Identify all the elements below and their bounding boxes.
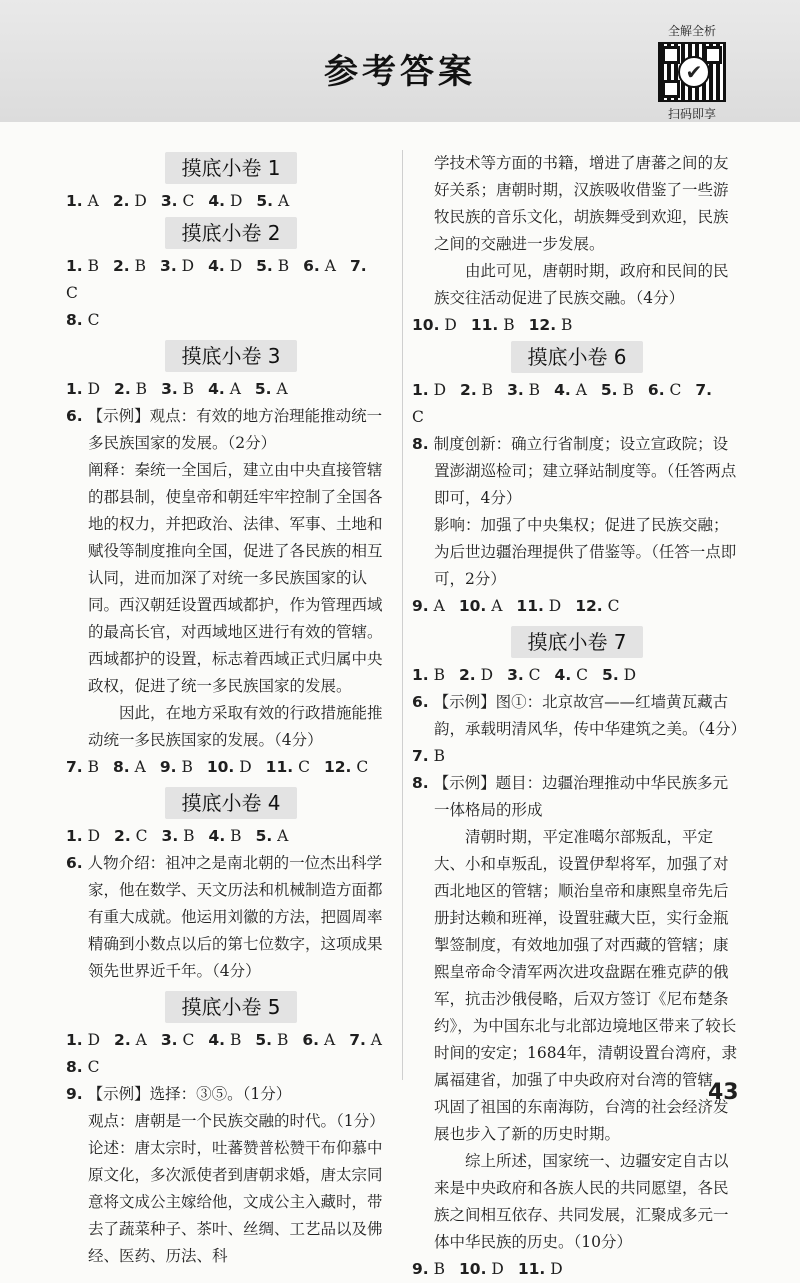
answer-item xyxy=(208,380,241,398)
question-number: 7. xyxy=(66,758,83,776)
answer-choice: C xyxy=(177,192,195,210)
question-number: 11. xyxy=(516,597,544,615)
question-number: 6. xyxy=(303,257,320,275)
answer-choice: D xyxy=(82,380,101,398)
question-number: 1. xyxy=(412,666,429,684)
qr-code-icon[interactable] xyxy=(658,42,726,102)
answer-choice: B xyxy=(225,1031,242,1049)
question-number: 12. xyxy=(575,597,603,615)
answer-item xyxy=(412,666,445,684)
answer-choice: D xyxy=(439,316,457,334)
answer-choice: C xyxy=(571,666,589,684)
answer-line xyxy=(66,1027,396,1054)
answer-choice: C xyxy=(351,758,369,776)
answer-choice: D xyxy=(618,666,637,684)
answer-choice: B xyxy=(178,827,195,845)
question-number: 10. xyxy=(459,1260,487,1278)
answer-choice: B xyxy=(82,758,100,776)
qr-bottom-label: 扫码即享 xyxy=(667,107,716,121)
answer-choice: C xyxy=(66,284,78,302)
question-number: 3. xyxy=(507,666,524,684)
answer-item xyxy=(256,827,289,845)
answer-item xyxy=(602,666,636,684)
answer-line xyxy=(412,743,742,770)
qr-block[interactable] xyxy=(657,22,727,121)
answer-choice: B xyxy=(130,380,148,398)
answer-choice: B xyxy=(556,316,573,334)
page-number: 43 xyxy=(708,1080,739,1105)
question-6-person: 6. 人物介绍：祖冲之是南北朝的一位杰出科学家，他在数学、天文历法和机械制造方面都有重大成就。他运用刘徽的方法，把圆周率精确到小数点以后的第七位数字，这项成果领先世界近千年。（4分） xyxy=(66,854,383,980)
answer-choice: A xyxy=(486,597,503,615)
question-number: 1. xyxy=(66,192,83,210)
answer-item xyxy=(208,192,242,210)
answer-item xyxy=(66,380,100,398)
answer-item xyxy=(161,192,194,210)
question-number: 7. xyxy=(349,1031,366,1049)
question-number: 5. xyxy=(255,827,273,845)
answer-choice: A xyxy=(129,758,146,776)
answer-choice: B xyxy=(498,316,515,334)
answer-choice: C xyxy=(82,311,100,329)
question-number: 2. xyxy=(114,1031,131,1049)
answer-item xyxy=(471,316,515,334)
question-number: 1. xyxy=(66,1031,83,1049)
answer-item xyxy=(113,758,146,776)
answer-item xyxy=(412,381,446,399)
question-number: 7. xyxy=(412,747,429,765)
question-number: 6. xyxy=(302,1031,320,1049)
answer-choice: C xyxy=(602,597,620,615)
question-number: 4. xyxy=(554,666,572,684)
question-6-building: 6. 【示例】图①：北京故宫——红墙黄瓦藏古韵，承载明清风华，传中华建筑之美。（4分） xyxy=(412,693,747,738)
answer-item xyxy=(66,192,99,210)
question-number: 4. xyxy=(208,1031,226,1049)
answer-choice: A xyxy=(365,1031,382,1049)
question-number: 2. xyxy=(113,257,130,275)
answer-item xyxy=(114,380,147,398)
answer-choice: A xyxy=(224,380,241,398)
answer-choice: D xyxy=(234,758,252,776)
answer-choice: C xyxy=(82,1058,100,1076)
section-title: 摸底小卷 3 xyxy=(66,340,396,372)
answer-item xyxy=(208,1031,241,1049)
answer-item xyxy=(255,380,288,398)
answer-line xyxy=(412,593,742,620)
question-number: 6. xyxy=(647,381,665,399)
answer-choice: A xyxy=(82,192,99,210)
answer-item xyxy=(648,381,681,399)
question-number: 5. xyxy=(255,1031,273,1049)
answer-choice: D xyxy=(176,257,195,275)
answer-choice: D xyxy=(82,827,101,845)
answer-item xyxy=(66,1058,99,1076)
question-number: 4. xyxy=(208,827,226,845)
question-number: 8. xyxy=(66,1058,83,1076)
answer-line xyxy=(412,662,742,689)
answer-item xyxy=(113,192,147,210)
answer-choice: B xyxy=(428,1260,446,1278)
question-number: 5. xyxy=(602,666,619,684)
answer-line xyxy=(66,1054,396,1081)
answer-item xyxy=(412,1260,445,1278)
question-number: 12. xyxy=(323,758,352,776)
answer-choice: B xyxy=(617,381,634,399)
answer-item xyxy=(507,381,540,399)
question-number: 5. xyxy=(256,192,274,210)
answer-choice: D xyxy=(225,192,243,210)
right-column xyxy=(412,150,747,1283)
answer-item xyxy=(575,597,619,615)
question-number: 2. xyxy=(460,381,477,399)
question-8: 8. 制度创新：确立行省制度；设立宣政院；设置澎湖巡检司；建立驿站制度等。（任答两点即可，4分） xyxy=(412,435,737,507)
answer-line xyxy=(66,754,396,781)
section-title: 摸底小卷 1 xyxy=(66,152,396,184)
answer-item xyxy=(554,381,587,399)
question-number: 5. xyxy=(600,381,618,399)
answer-choice: D xyxy=(475,666,494,684)
answer-item xyxy=(66,1031,100,1049)
answer-item xyxy=(161,380,194,398)
question-number: 3. xyxy=(507,381,524,399)
question-number: 12. xyxy=(528,316,557,334)
question-number: 3. xyxy=(160,1031,178,1049)
answer-choice: B xyxy=(523,381,541,399)
answer-item xyxy=(555,666,588,684)
question-number: 9. xyxy=(412,597,429,615)
question-number: 1. xyxy=(66,827,83,845)
question-number: 1. xyxy=(412,381,429,399)
section-title: 摸底小卷 2 xyxy=(66,217,396,249)
question-6: 6. 【示例】观点：有效的地方治理能推动统一多民族国家的发展。（2分） xyxy=(66,407,383,452)
question-number: 11. xyxy=(517,1260,546,1278)
answer-choice: A xyxy=(271,380,288,398)
question-number: 4. xyxy=(554,381,571,399)
question-number: 10. xyxy=(412,316,440,334)
answer-item xyxy=(161,1031,194,1049)
question-number: 8. xyxy=(66,311,83,329)
answer-choice: D xyxy=(224,257,243,275)
answer-item xyxy=(349,1031,382,1049)
question-6-conclusion: 因此，在地方采取有效的行政措施能推动统一多民族国家的发展。（4分） xyxy=(88,704,383,749)
answer-item xyxy=(601,381,634,399)
answer-item xyxy=(208,257,242,275)
answer-item xyxy=(66,758,99,776)
answer-choice: B xyxy=(177,380,195,398)
answer-choice: D xyxy=(543,597,562,615)
answer-choice: C xyxy=(412,408,424,426)
checkmark-icon: ✔ xyxy=(678,56,710,88)
answer-item xyxy=(113,257,146,275)
question-number: 2. xyxy=(459,666,476,684)
answer-choice: B xyxy=(225,827,242,845)
question-number: 1. xyxy=(66,257,83,275)
answer-item xyxy=(66,827,100,845)
answer-item xyxy=(256,192,289,210)
answer-choice: B xyxy=(272,1031,289,1049)
section-title: 摸底小卷 6 xyxy=(412,341,742,373)
answer-choice: A xyxy=(130,1031,147,1049)
answer-line xyxy=(66,307,396,334)
question-number: 9. xyxy=(159,758,177,776)
answer-item xyxy=(207,758,252,776)
essay-conclusion: 综上所述，国家统一、边疆安定自古以来是中央政府和各族人民的共同愿望，各民族之间相互依存、共同发展，汇聚成多元一体中华民族的历史。（10分） xyxy=(434,1152,729,1251)
answer-item xyxy=(529,316,573,334)
answer-choice: B xyxy=(476,381,494,399)
question-number: 10. xyxy=(206,758,235,776)
answer-item xyxy=(162,827,195,845)
answer-line xyxy=(66,253,396,307)
question-number: 3. xyxy=(161,380,178,398)
answer-item xyxy=(518,1260,563,1278)
answer-line xyxy=(66,823,396,850)
answer-item xyxy=(507,666,540,684)
answer-item xyxy=(160,257,194,275)
question-number: 3. xyxy=(161,827,179,845)
answer-choice: A xyxy=(272,827,289,845)
question-9-argument: 论述：唐太宗时，吐蕃赞普松赞干布仰慕中原文化，多次派使者到唐朝求婚，唐太宗同意将文成公主嫁给他，文成公主入藏时，带去了蔬菜种子、茶叶、丝绸、工艺品以及佛经、医药、历法、科 xyxy=(88,1139,383,1265)
answer-item xyxy=(516,597,561,615)
left-column xyxy=(66,150,396,1270)
answer-item xyxy=(412,747,445,765)
answer-item xyxy=(255,1031,288,1049)
column-divider xyxy=(402,150,403,1080)
question-number: 5. xyxy=(254,380,272,398)
answer-choice: D xyxy=(82,1031,101,1049)
essay-body: 清朝时期，平定准噶尔部叛乱，平定大、小和卓叛乱，设置伊犁将军，加强了对西北地区的管辖；顺治皇帝和康熙皇帝先后册封达赖和班禅，设置驻藏大臣，实行金瓶掣签制度，有效地加强了对西藏的管辖；康熙皇帝命令清军两次进攻盘踞在雅克萨的俄军，抗击沙俄侵略，后双方签订《尼布楚条约》，为中国东北与北部边境地区带来了较长时间的安定；1684年，清朝设置台湾府，隶属福建省，加强了中央政府对台湾的管辖，巩固了祖国的东南海防，台湾的社会经济发展也步入了新的历史时期。 xyxy=(434,828,737,1143)
answer-item xyxy=(256,257,289,275)
qr-top-label: 全解全析 xyxy=(667,24,716,38)
answer-choice: A xyxy=(428,597,445,615)
answer-item xyxy=(303,257,336,275)
answer-item xyxy=(412,316,457,334)
question-number: 2. xyxy=(112,192,130,210)
question-number: 4. xyxy=(208,380,225,398)
answer-choice: D xyxy=(129,192,147,210)
answer-choice: A xyxy=(319,257,336,275)
question-number: 11. xyxy=(470,316,499,334)
answer-choice: D xyxy=(545,1260,563,1278)
section-title: 摸底小卷 7 xyxy=(412,626,742,658)
question-number: 9. xyxy=(412,1260,429,1278)
answer-choice: A xyxy=(319,1031,336,1049)
answer-line xyxy=(412,1256,742,1283)
question-6-explain: 阐释：秦统一全国后，建立由中央直接管辖的郡县制，使皇帝和朝廷牢牢控制了全国各地的权力，并把政治、法律、军事、土地和赋役等制度推向全国，促进了各民族的相互认同，进而加深了对统一多民族国家的认同。西汉朝廷设置西域都护，作为管理西域的最高长官，对西域地区进行有效的管辖。西域都护的设置，标志着西域正式归属中央政权，促进了统一多民族国家的发展。 xyxy=(88,461,383,695)
section-title: 摸底小卷 5 xyxy=(66,991,396,1023)
answer-choice: B xyxy=(428,747,446,765)
question-number: 11. xyxy=(265,758,294,776)
question-number: 7. xyxy=(695,381,713,399)
answer-choice: D xyxy=(486,1260,504,1278)
question-8-impact: 影响：加强了中央集权；促进了民族交融；为后世边疆治理提供了借鉴等。（任答一点即可，2分） xyxy=(434,516,737,588)
answer-item xyxy=(114,1031,147,1049)
question-number: 2. xyxy=(114,380,131,398)
question-9: 9. 【示例】选择：③⑤。（1分） xyxy=(66,1085,292,1103)
answer-choice: C xyxy=(177,1031,195,1049)
question-number: 4. xyxy=(208,257,225,275)
answer-item xyxy=(66,311,99,329)
answer-item xyxy=(266,758,310,776)
answer-item xyxy=(459,1260,504,1278)
answer-line xyxy=(66,376,396,403)
answer-item xyxy=(209,827,242,845)
question-number: 3. xyxy=(160,192,178,210)
question-number: 5. xyxy=(256,257,273,275)
answer-item xyxy=(324,758,368,776)
answer-line xyxy=(412,377,742,431)
answer-item xyxy=(66,257,99,275)
question-number: 10. xyxy=(458,597,487,615)
question-number: 8. xyxy=(113,758,130,776)
answer-choice: C xyxy=(664,381,682,399)
question-number: 4. xyxy=(208,192,226,210)
answer-choice: B xyxy=(176,758,193,776)
answer-line xyxy=(412,312,742,339)
question-number: 1. xyxy=(66,380,83,398)
question-number: 2. xyxy=(114,827,131,845)
answer-choice: C xyxy=(523,666,541,684)
answer-choice: B xyxy=(428,666,446,684)
answer-item xyxy=(160,758,193,776)
answer-choice: A xyxy=(570,381,587,399)
question-9-argument-cont: 学技术等方面的书籍，增进了唐蕃之间的友好关系；唐朝时期，汉族吸收借鉴了一些游牧民族的音乐文化，胡族舞受到欢迎，民族之间的交融进一步发展。 xyxy=(434,154,729,253)
answer-item xyxy=(460,381,493,399)
answer-item xyxy=(114,827,147,845)
answer-item xyxy=(459,597,503,615)
answer-choice: D xyxy=(428,381,447,399)
answer-item xyxy=(459,666,493,684)
answer-item xyxy=(412,597,445,615)
answer-choice: B xyxy=(129,257,147,275)
answer-choice: A xyxy=(273,192,290,210)
answer-item xyxy=(302,1031,335,1049)
section-title: 摸底小卷 4 xyxy=(66,787,396,819)
question-number: 7. xyxy=(349,257,367,275)
question-9-conclusion: 由此可见，唐朝时期，政府和民间的民族交往活动促进了民族交融。（4分） xyxy=(434,262,729,307)
answer-line xyxy=(66,188,396,215)
answer-choice: C xyxy=(130,827,148,845)
page-title: 参考答案 xyxy=(324,52,476,92)
answer-choice: B xyxy=(272,257,290,275)
question-number: 3. xyxy=(160,257,177,275)
answer-choice: C xyxy=(293,758,310,776)
question-8-essay: 8. 【示例】题目：边疆治理推动中华民族多元一体格局的形成 xyxy=(412,774,729,819)
answer-choice: B xyxy=(82,257,100,275)
question-9-view: 观点：唐朝是一个民族交融的时代。（1分） xyxy=(88,1112,385,1130)
